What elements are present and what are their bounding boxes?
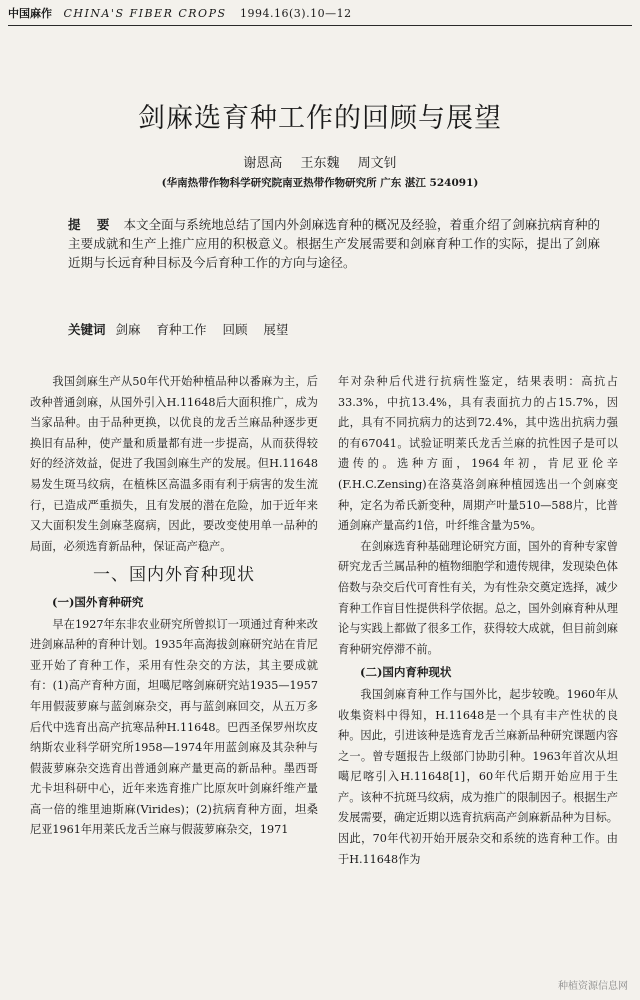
authors: 谢恩高 王东魏 周文钊: [243, 156, 397, 171]
section-heading: 一、国内外育种现状: [93, 565, 255, 586]
foreign-breeding-paragraph: 早在1927年东非农业研究所曾拟订一项通过育种来改进剑麻品种的育种计划。1935年高海拔剑麻研究站在肯尼亚开始了育种工作，采用有性杂交的方法，其主要成就有：(1)高产育种方面，坦噶尼喀剑麻研究站1935—1957年用假菠萝麻与蓝剑麻杂交，再与蓝剑麻回交，从五万多后代中选育出高产抗寒品种H.11648。巴西圣保罗州坎皮纳斯农业科学研究所1958—1974年用蓝剑麻及其杂种与假菠萝麻杂交选育出普通剑麻产量更高的新品种。墨西哥尤卡坦科研中心，近年来选育推广比原灰叶剑麻纤维产量高一倍的维里迪斯麻(Virides)；(2)抗病育种方面，坦桑尼亚1961年用莱氏龙舌兰麻与假菠萝麻杂交，1971: [30, 617, 318, 837]
article-title: 剑麻选育种工作的回顾与展望: [138, 103, 502, 135]
foreign-breeding-continued: 年对杂种后代进行抗病性鉴定，结果表明：高抗占33.3%，中抗13.4%，具有表面抗力的占15.7%，因此，具有不同抗病力的达到72.4%，其中选出抗病力强的有67041。试验证明莱氏龙舌兰麻的抗性因子是可以遗传的。选种方面，1964年初，肯尼亚伦辛(F.H.C.Zensing)在洛莫洛剑麻种植园选出一个剑麻变种，定名为希氏新变种，周期产叶量510—588片，比普通剑麻产量高约1倍，叶纤维含量为5%。: [338, 375, 618, 533]
keywords: [68, 320, 600, 338]
running-header: [8, 6, 632, 24]
subsection-heading-domestic: (二)国内育种现状: [360, 665, 452, 680]
left-column: [30, 372, 318, 841]
abstract-text: 本文全面与系统地总结了国内外剑麻选育种的概况及经验，着重介绍了剑麻抗病育种的主要成就和生产上推广应用的积极意义。根据生产发展需要和剑麻育种工作的实际，提出了剑麻近期与长远育种目标及今后育种工作的方向与途径。: [68, 217, 600, 270]
affiliation: (华南热带作物科学研究院南亚热带作物研究所 广东 湛江 524091): [161, 177, 479, 189]
abstract: [68, 215, 600, 272]
journal-name-en: CHINA'S FIBER CROPS: [63, 7, 227, 20]
watermark: 种植资源信息网: [558, 981, 628, 992]
abstract-label: 提 要: [68, 217, 116, 232]
right-column: [338, 372, 618, 870]
subsection-heading-foreign: (一)国外育种研究: [52, 594, 144, 609]
intro-paragraph: 我国剑麻生产从50年代开始种植品种以番麻为主，后改种普通剑麻，从国外引入H.11648后大面积推广，成为当家品种。由于品种更换，以优良的龙舌兰麻品种逐步更换旧有品种，使产量和质量都有进一步提高，从而获得较好的经济效益，促进了我国剑麻生产的发展。但H.11648易发生斑马纹病，在植株区高温多雨有利于病害的发生流行，已造成严重损失，且有发展的潜在危险，加于近年来又大面积发生剑麻茎腐病，因此，要改变使用单一品种的局面，必须选育新品种，保证高产稳产。: [30, 375, 318, 553]
theory-paragraph: 在剑麻选育种基础理论研究方面，国外的育种专家曾研究龙舌兰属品种的植物细胞学和遗传规律，发现染色体倍数与杂交后代可育性有关，为有性杂交奠定选择，减少育种工作盲目性提供科学依据。总之，国外剑麻育种从理论与实践上都做了很多工作，获得较大成就，但目前剑麻育种研究停滞不前。: [338, 539, 618, 656]
journal-name-cn: 中国麻作: [8, 7, 52, 20]
citation-info: 1994.16(3).10—12: [240, 7, 352, 20]
domestic-breeding-paragraph: 我国剑麻育种工作与国外比，起步较晚。1960年从收集资料中得知，H.11648是一个具有丰产性状的良种。因此，引进该种是选育龙舌兰麻新品种研究课题内容之一。曾专题报告上级部门协助引种。1963年首次从坦噶尼喀引入H.11648[1]，60年代后期开始应用于生产。该种不抗斑马纹病，成为推广的限制因子。根据生产发展需要，确定近期以选育抗病高产剑麻新品种为目标。因此，70年代初开始开展杂交和系统的选育种工作。由于H.11648作为: [338, 687, 618, 866]
header-rule: [8, 25, 632, 26]
keywords-terms: 剑麻 育种工作 回顾 展望: [115, 322, 289, 337]
keywords-label: 关键词: [68, 322, 106, 337]
